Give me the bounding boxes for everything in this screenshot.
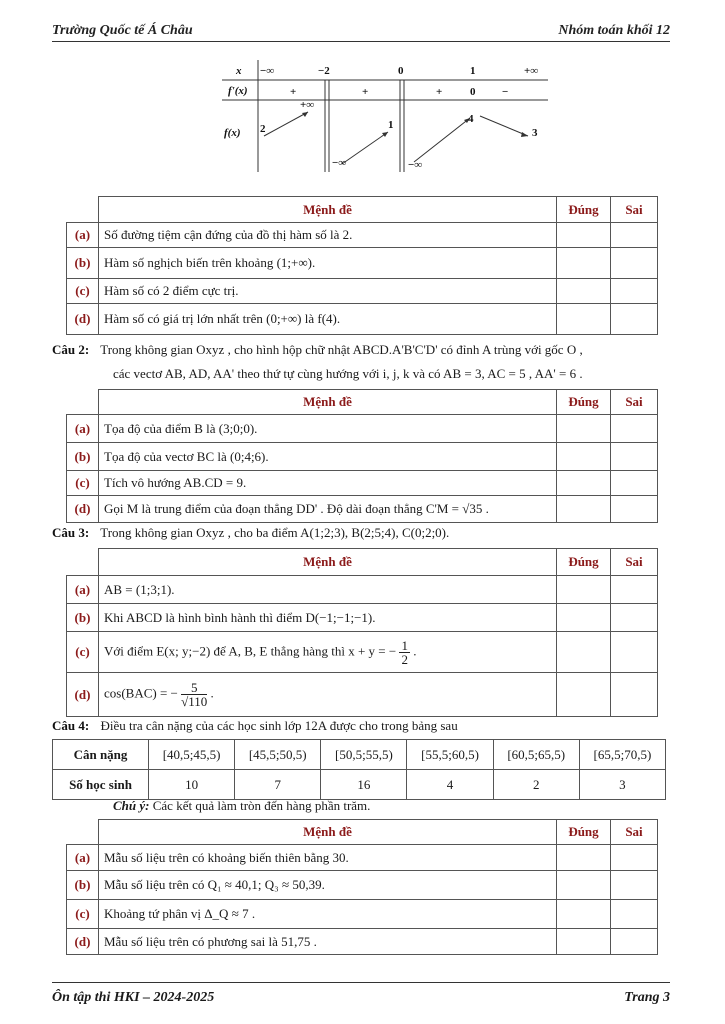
true-cell[interactable] [557, 673, 611, 717]
vt-f1: +∞ [300, 99, 315, 111]
vt-f0: 2 [260, 123, 266, 135]
q1-table [66, 196, 658, 335]
table-row: Số học sinh 10 7 16 4 2 3 [53, 770, 666, 800]
false-cell[interactable] [611, 248, 658, 279]
true-cell[interactable] [557, 471, 611, 496]
table-row: (d) Gọi M là trung điểm của đoạn thẳng DD' . Độ dài đoạn thẳng C'M = √35 . [67, 496, 658, 523]
q2-line2: các vectơ AB, AD, AA' theo thứ tự cùng hướng với i, j, k và có AB = 3, AC = 5 , AA' = 6 . [113, 366, 583, 381]
table-row: (b) Mẫu số liệu trên có Q₁ ≈ 40,1; Q₃ ≈ 50,39. [67, 871, 658, 900]
true-cell[interactable] [557, 304, 611, 335]
vt-s0: + [290, 86, 297, 98]
q1-header-false: Sai [611, 197, 658, 223]
table-row: (c) Khoảng tứ phân vị Δ_Q ≈ 7 . [67, 900, 658, 929]
table-row: (d) Hàm số có giá trị lớn nhất trên (0;+∞) là f(4). [67, 304, 658, 335]
true-cell[interactable] [557, 900, 611, 929]
true-cell[interactable] [557, 929, 611, 955]
false-cell[interactable] [611, 496, 658, 523]
vt-f3: −∞ [332, 157, 347, 169]
vt-x1: −2 [318, 65, 330, 77]
table-row: (a) Mẫu số liệu trên có khoảng biến thiên bằng 30. [67, 845, 658, 871]
true-cell[interactable] [557, 845, 611, 871]
vt-s2: + [436, 86, 443, 98]
fraction: $\frac{1}{2}$ [401, 637, 408, 667]
page-footer [52, 982, 670, 1006]
statement-text: Mẫu số liệu trên có phương sai là 51,75 . [99, 929, 557, 955]
q3-header-statement: Mệnh đề [99, 549, 557, 576]
q3-number: Câu 3: [52, 525, 90, 540]
statement-text: Hàm số có giá trị lớn nhất trên (0;+∞) là f(4). [99, 304, 557, 335]
true-cell[interactable] [557, 604, 611, 632]
page-number: Trang 3 [624, 990, 670, 1005]
q4-data-table [52, 739, 666, 800]
table-row: (a) Tọa độ của điểm B là (3;0;0). [67, 415, 658, 443]
note-label: Chú ý: [113, 798, 150, 813]
vt-x3: 1 [470, 65, 476, 77]
q2-header-true: Đúng [557, 390, 611, 415]
vt-f4: −∞ [408, 159, 423, 171]
q4-header-false: Sai [611, 820, 658, 845]
table-row: (c) Hàm số có 2 điểm cực trị. [67, 279, 658, 304]
q3-line1: Trong không gian Oxyz , cho ba điểm A(1;2;3), B(2;5;4), C(0;2;0). [100, 525, 450, 540]
table-row: Cân nặng [40,5;45,5) [45,5;50,5) [50,5;55,5) [55,5;60,5) [60,5;65,5) [65,5;70,5) [53, 740, 666, 770]
false-cell[interactable] [611, 415, 658, 443]
vt-x-label: x [236, 65, 242, 77]
q2-prompt-cont [113, 364, 673, 384]
false-cell[interactable] [611, 845, 658, 871]
table-row: (a) AB = (1;3;1). [67, 576, 658, 604]
vt-s3: 0 [470, 86, 476, 98]
statement-text: Mẫu số liệu trên có Q₁ ≈ 40,1; Q₃ ≈ 50,39. [99, 871, 557, 900]
vt-x2: 0 [398, 65, 404, 77]
vt-f6: 3 [532, 127, 538, 139]
true-cell[interactable] [557, 248, 611, 279]
false-cell[interactable] [611, 929, 658, 955]
false-cell[interactable] [611, 223, 658, 248]
fraction: $\frac{5}{√110}$ [181, 680, 208, 709]
statement-text: cos(BAC) = − $\frac{5}{√110}$ . [99, 673, 557, 717]
true-cell[interactable] [557, 443, 611, 471]
table-row: (d) cos(BAC) = − $\frac{5}{√110}$ . [67, 673, 658, 717]
q3-header-false: Sai [611, 549, 658, 576]
false-cell[interactable] [611, 604, 658, 632]
false-cell[interactable] [611, 304, 658, 335]
true-cell[interactable] [557, 415, 611, 443]
true-cell[interactable] [557, 496, 611, 523]
q4-line1: Điều tra cân nặng của các học sinh lớp 12A được cho trong bảng sau [100, 718, 458, 733]
statement-text: Khi ABCD là hình bình hành thì điểm D(−1;−1;−1). [99, 604, 557, 632]
table-row: (b) Hàm số nghịch biến trên khoảng (1;+∞). [67, 248, 658, 279]
q1-header-true: Đúng [557, 197, 611, 223]
q4-prompt [52, 716, 672, 736]
true-cell[interactable] [557, 223, 611, 248]
vt-fp-label: f'(x) [228, 85, 248, 97]
statement-text: Khoảng tứ phân vị Δ_Q ≈ 7 . [99, 900, 557, 929]
false-cell[interactable] [611, 443, 658, 471]
note-text: Các kết quả làm tròn đến hàng phần trăm. [149, 798, 371, 813]
false-cell[interactable] [611, 900, 658, 929]
true-cell[interactable] [557, 871, 611, 900]
false-cell[interactable] [611, 673, 658, 717]
statement-text: Hàm số có 2 điểm cực trị. [99, 279, 557, 304]
table-row: (b) Tọa độ của vectơ BC là (0;4;6). [67, 443, 658, 471]
q1-header-statement: Mệnh đề [99, 197, 557, 223]
q3-prompt [52, 523, 672, 543]
table-row: (a) Số đường tiệm cận đứng của đồ thị hàm số là 2. [67, 223, 658, 248]
q3-header-true: Đúng [557, 549, 611, 576]
statement-text: Hàm số nghịch biến trên khoảng (1;+∞). [99, 248, 557, 279]
true-cell[interactable] [557, 576, 611, 604]
false-cell[interactable] [611, 279, 658, 304]
q2-header-false: Sai [611, 390, 658, 415]
true-cell[interactable] [557, 632, 611, 673]
row-header-count: Số học sinh [53, 770, 149, 800]
q2-header-statement: Mệnh đề [99, 390, 557, 415]
statement-text: AB = (1;3;1). [99, 576, 557, 604]
false-cell[interactable] [611, 471, 658, 496]
q4-number: Câu 4: [52, 718, 90, 733]
statement-text: Tích vô hướng AB.CD = 9. [99, 471, 557, 496]
q4-note [113, 798, 370, 814]
q2-table [66, 389, 658, 523]
q3-table [66, 548, 658, 717]
table-row: (c) Với điểm E(x; y;−2) để A, B, E thẳng hàng thì x + y = − $\frac{1}{2}$ . [67, 632, 658, 673]
statement-text: Với điểm E(x; y;−2) để A, B, E thẳng hàng thì x + y = − $\frac{1}{2}$ . [99, 632, 557, 673]
vt-x0: −∞ [260, 65, 275, 77]
q4-header-true: Đúng [557, 820, 611, 845]
page-header [52, 22, 670, 42]
vt-f-label: f(x) [224, 127, 241, 139]
table-row: (d) Mẫu số liệu trên có phương sai là 51,75 . [67, 929, 658, 955]
statement-text: Gọi M là trung điểm của đoạn thẳng DD' . Độ dài đoạn thẳng C'M = √35 . [99, 496, 557, 523]
vt-s1: + [362, 86, 369, 98]
false-cell[interactable] [611, 871, 658, 900]
q2-number: Câu 2: [52, 342, 90, 357]
q2-line1: Trong không gian Oxyz , cho hình hộp chữ nhật ABCD.A'B'C'D' có đỉnh A trùng với gốc O , [100, 342, 583, 357]
variation-table [222, 60, 548, 172]
row-header-weight: Cân nặng [53, 740, 149, 770]
vt-x4: +∞ [524, 65, 539, 77]
statement-text: Tọa độ của điểm B là (3;0;0). [99, 415, 557, 443]
q2-prompt [52, 340, 672, 360]
school-name: Trường Quốc tế Á Châu [52, 23, 193, 38]
statement-text: Tọa độ của vectơ BC là (0;4;6). [99, 443, 557, 471]
q4-header-statement: Mệnh đề [99, 820, 557, 845]
exam-title: Ôn tập thi HKI – 2024-2025 [52, 990, 215, 1005]
statement-text: Mẫu số liệu trên có khoảng biến thiên bằng 30. [99, 845, 557, 871]
table-row: (b) Khi ABCD là hình bình hành thì điểm D(−1;−1;−1). [67, 604, 658, 632]
table-row: (c) Tích vô hướng AB.CD = 9. [67, 471, 658, 496]
true-cell[interactable] [557, 279, 611, 304]
statement-text: Số đường tiệm cận đứng của đồ thị hàm số là 2. [99, 223, 557, 248]
vt-f5: 4 [468, 113, 474, 125]
false-cell[interactable] [611, 632, 658, 673]
false-cell[interactable] [611, 576, 658, 604]
group-name: Nhóm toán khối 12 [558, 23, 670, 38]
vt-f2: 1 [388, 119, 394, 131]
vt-s4: − [502, 86, 509, 98]
q4-table [66, 819, 658, 955]
